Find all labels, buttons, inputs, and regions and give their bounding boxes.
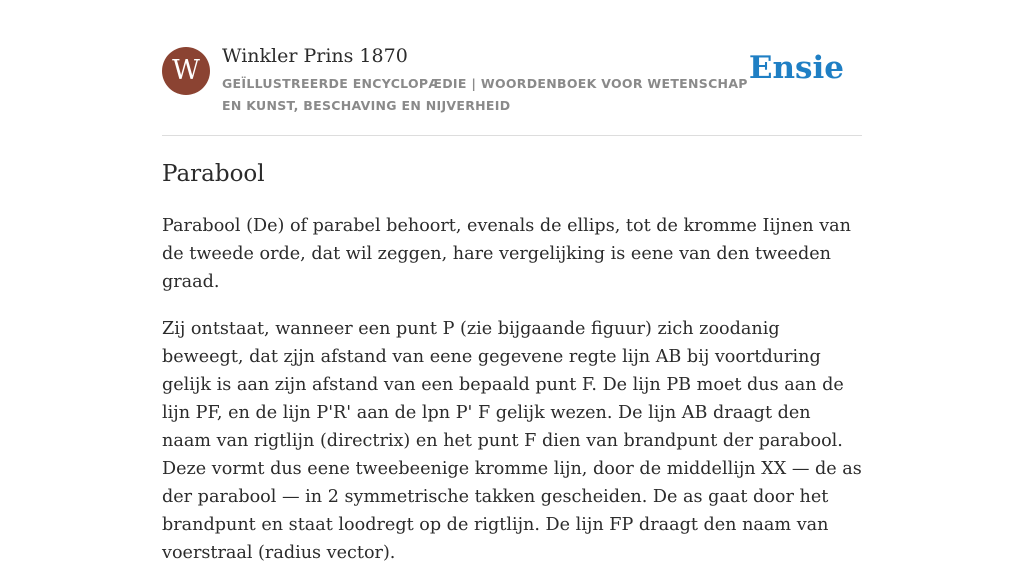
article [162, 158, 862, 586]
article-paragraph-2: Zij ontstaat, wanneer een punt P (zie bijgaande figuur) zich zoodanig beweegt, dat zjjn afstand van eene gegevene regte lijn AB bij voortduring gelijk is aan zijn afstand van een bepaald punt F. De lijn PB moet dus aan de lijn PF, en de lijn P'R' aan de lpn P' F gelijk wezen. De lijn AB draagt den naam van rigtlijn (directrix) en het punt F dien van brandpunt der parabool. Deze vormt dus eene tweebeenige kromme lijn, door de middellijn XX — de as der parabool — in 2 symmetrische takken gescheiden. De as gaat door het brandpunt en staat loodregt op de rigtlijn. De lijn FP draagt den naam van voerstraal (radius vector). [162, 319, 862, 563]
source-header [162, 44, 862, 136]
article-paragraph-1: Parabool (De) of parabel behoort, evenals de ellips, tot de kromme Iijnen van de tweede orde, dat wil zeggen, hare vergelijking is eene van den tweeden graad. [162, 216, 851, 292]
article-title: Parabool [162, 161, 265, 187]
source-name-link[interactable]: Winkler Prins 1870 [222, 45, 408, 67]
header-divider [162, 135, 862, 136]
ensie-logo[interactable]: Ensie [748, 50, 844, 86]
source-subtitle: GEÏLLUSTREERDE ENCYCLOPÆDIE | WOORDENBOEK VOOR WETENSCHAP EN KUNST, BESCHAVING EN NIJVERHEID [222, 76, 748, 113]
source-avatar[interactable]: W [162, 47, 210, 95]
